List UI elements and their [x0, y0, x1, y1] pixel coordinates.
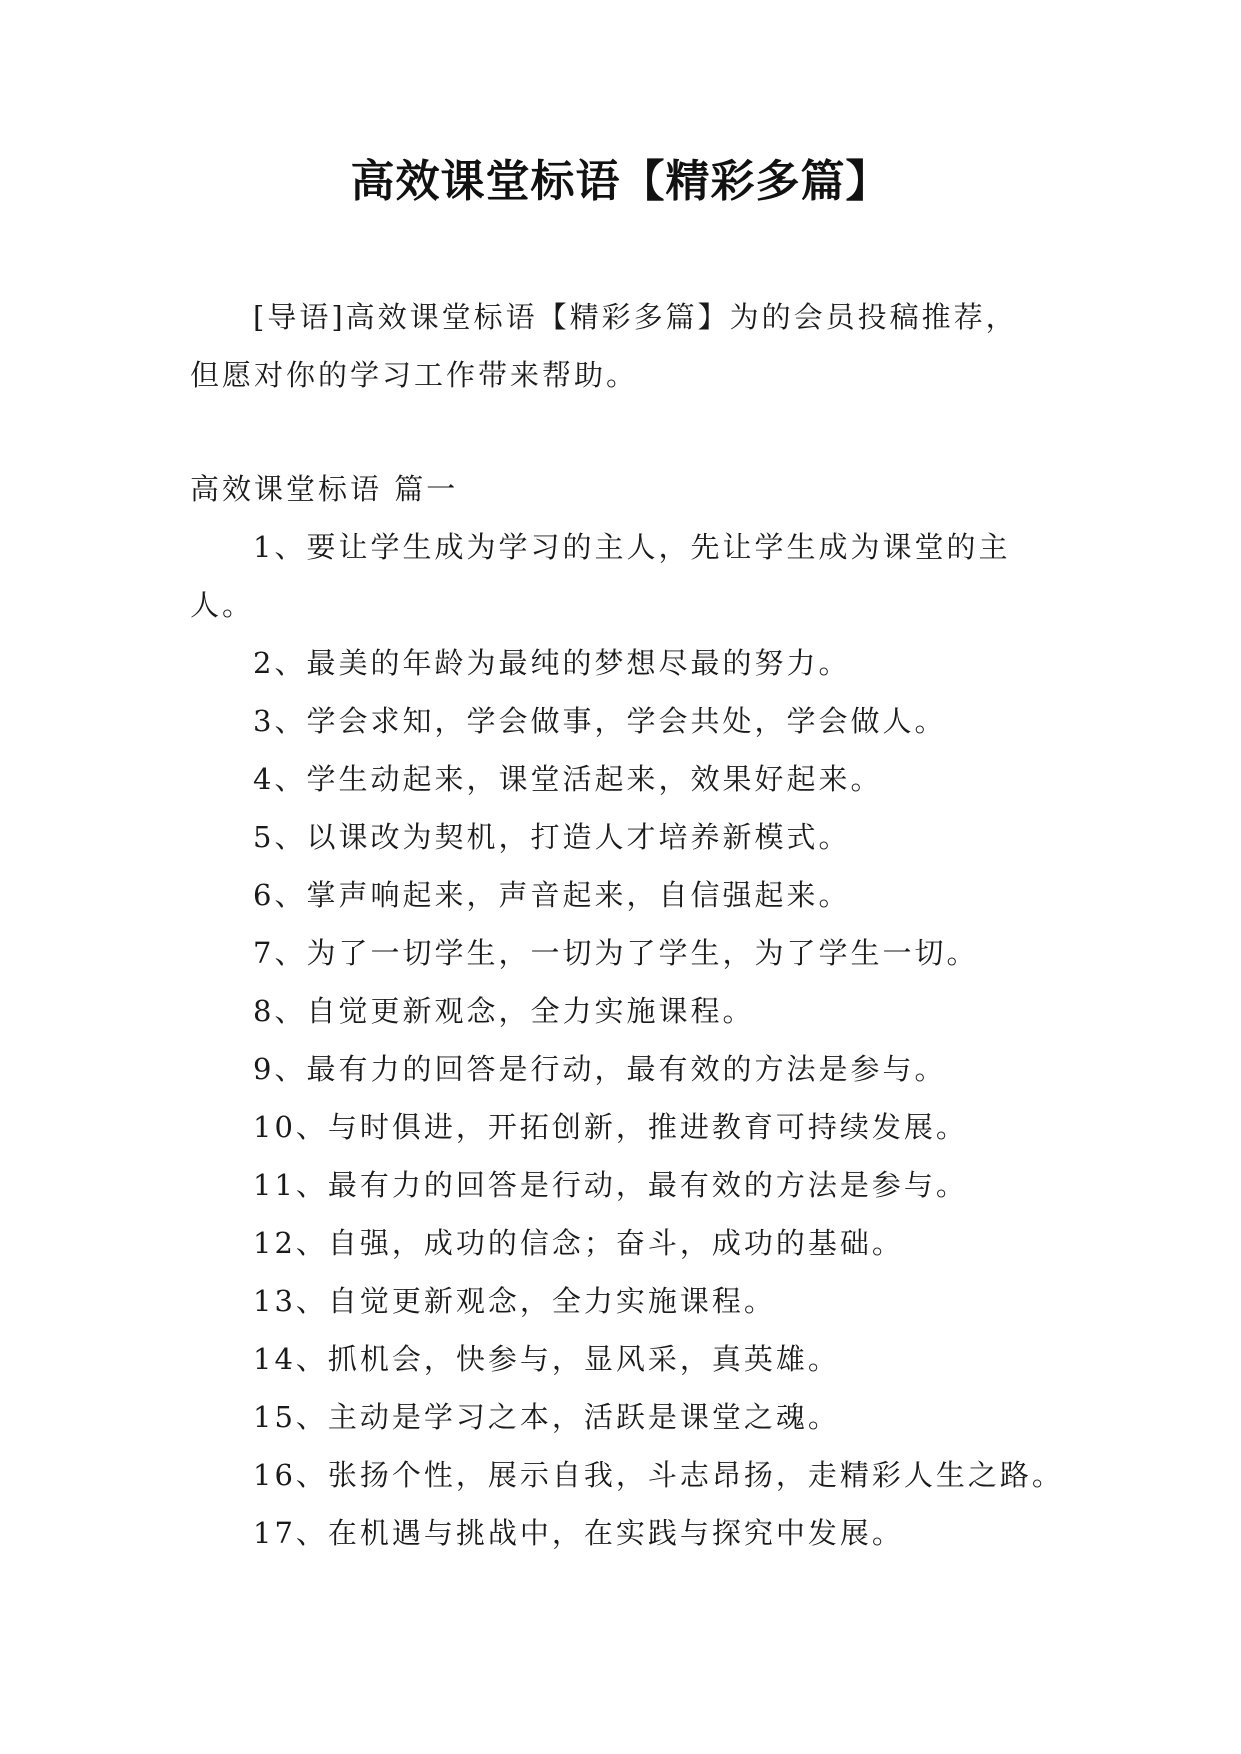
document-title: 高效课堂标语【精彩多篇】 — [350, 156, 891, 207]
list-item — [190, 1040, 1070, 1098]
list-item — [190, 866, 1070, 924]
list-item — [190, 1388, 1070, 1446]
list-item — [190, 750, 1070, 808]
list-item-text: 17、在机遇与挑战中，在实践与探究中发展。 — [253, 1516, 904, 1550]
slogan-list — [190, 518, 1070, 1562]
list-item-text: 10、与时俱进，开拓创新，推进教育可持续发展。 — [253, 1110, 968, 1144]
section-heading: 高效课堂标语 篇一 — [190, 472, 459, 506]
list-item — [190, 1098, 1070, 1156]
list-item-text: 6、掌声响起来，声音起来，自信强起来。 — [253, 878, 851, 912]
list-item-text: 13、自觉更新观念，全力实施课程。 — [253, 1284, 776, 1318]
list-item — [190, 1272, 1070, 1330]
list-item-text: 7、为了一切学生，一切为了学生，为了学生一切。 — [253, 936, 979, 970]
list-item — [190, 634, 1070, 692]
list-item-text: 1、要让学生成为学习的主人，先让学生成为课堂的主 — [253, 530, 1011, 564]
list-item — [190, 692, 1070, 750]
list-item — [190, 1156, 1070, 1214]
list-item-text: 14、抓机会，快参与，显风采，真英雄。 — [253, 1342, 840, 1376]
intro-line: 但愿对你的学习工作带来帮助。 — [190, 358, 639, 392]
list-item — [190, 1504, 1070, 1562]
list-item — [190, 924, 1070, 982]
list-item-text: 3、学会求知，学会做事，学会共处，学会做人。 — [253, 704, 947, 738]
list-item-continuation: 人。 — [190, 588, 255, 622]
list-item — [190, 1446, 1070, 1504]
intro-paragraph — [190, 288, 1070, 404]
list-item-text: 12、自强，成功的信念；奋斗，成功的基础。 — [253, 1226, 904, 1260]
list-item-text: 9、最有力的回答是行动，最有效的方法是参与。 — [253, 1052, 947, 1086]
list-item-text: 8、自觉更新观念，全力实施课程。 — [253, 994, 755, 1028]
intro-line: [导语]高效课堂标语【精彩多篇】为的会员投稿推荐， — [253, 300, 1018, 334]
list-item-text: 4、学生动起来，课堂活起来，效果好起来。 — [253, 762, 883, 796]
list-item — [190, 518, 1070, 634]
list-item — [190, 1214, 1070, 1272]
list-item — [190, 808, 1070, 866]
list-item-text: 2、最美的年龄为最纯的梦想尽最的努力。 — [253, 646, 851, 680]
list-item — [190, 982, 1070, 1040]
list-item-text: 15、主动是学习之本，活跃是课堂之魂。 — [253, 1400, 840, 1434]
list-item — [190, 1330, 1070, 1388]
list-item-text: 16、张扬个性，展示自我，斗志昂扬，走精彩人生之路。 — [253, 1458, 1064, 1492]
list-item-text: 5、以课改为契机，打造人才培养新模式。 — [253, 820, 851, 854]
list-item-text: 11、最有力的回答是行动，最有效的方法是参与。 — [253, 1168, 968, 1202]
